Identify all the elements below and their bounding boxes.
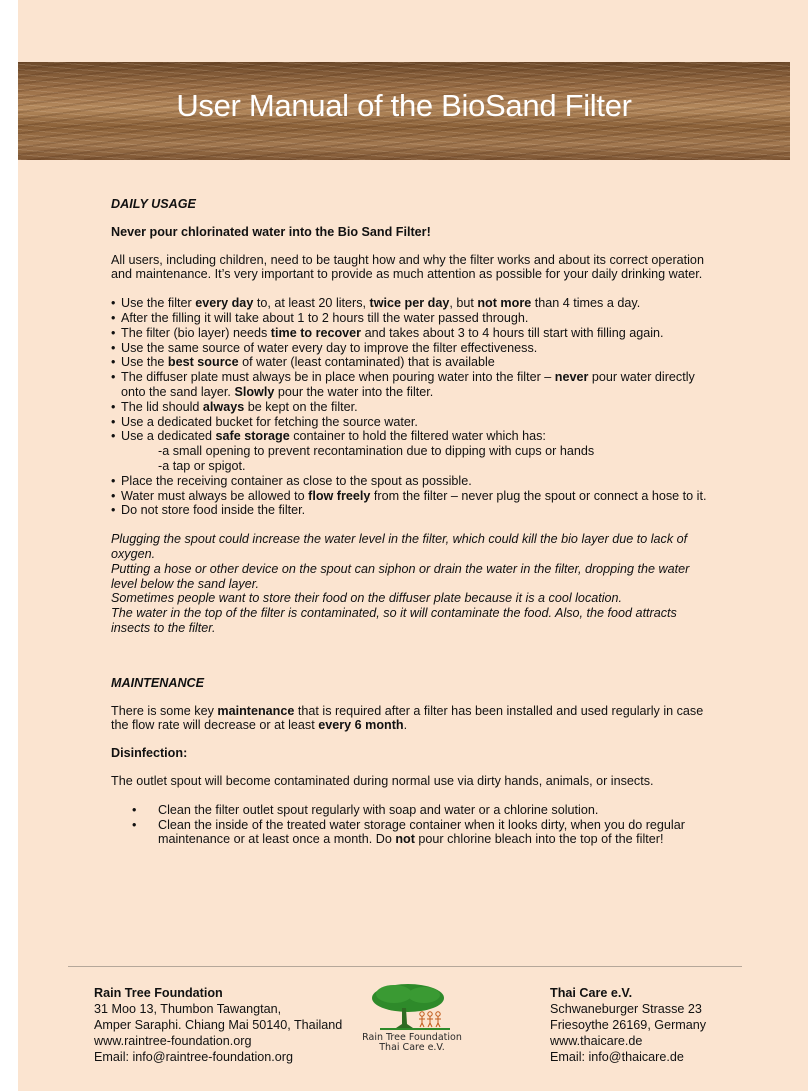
italic-notes [111,532,711,636]
list-item: • Do not store food inside the filter. [111,503,711,518]
thai-care-website: www.thaicare.de [550,1034,643,1048]
thai-care-city: Friesoythe 26169, Germany [550,1018,707,1032]
list-item: • After the filling it will take about 1 to 2 hours till the water passed through. [111,311,711,326]
page-title: User Manual of the BioSand Filter [176,88,632,123]
header-banner [18,62,790,160]
rain-tree-street: 31 Moo 13, Thumbon Tawangtan, [94,1002,282,1016]
logo-text-rain-tree: Rain Tree Foundation [362,1032,462,1043]
thai-care-address [550,985,706,1065]
rain-tree-name: Rain Tree Foundation [94,986,223,1000]
intro-paragraph: All users, including children, need to be taught how and why the filter works and about its correct operation and maintenance. It’s very important to provide as much attention as possible for your daily drinking water. [111,252,704,282]
note-hose: Putting a hose or other device on the spout can siphon or drain the water in the filter, dropping the water level below the sand layer. [111,561,690,591]
manual-content [111,197,711,847]
chlorine-warning: Never pour chlorinated water into the Bio Sand Filter! [111,224,431,239]
list-item: • Water must always be allowed to flow freely from the filter – never plug the spout or connect a hose to it. [111,489,711,504]
list-item: • The lid should always be kept on the filter. [111,400,711,415]
list-item: • Place the receiving container as close to the spout as possible. [111,474,711,489]
rain-tree-website: www.raintree-foundation.org [94,1034,252,1048]
list-item: • Use a dedicated bucket for fetching the source water. [111,415,711,430]
sub-list-item: -a small opening to prevent recontamination due to dipping with cups or hands [158,444,595,459]
daily-usage-heading: DAILY USAGE [111,197,196,211]
list-item: • The diffuser plate must always be in place when pouring water into the filter – never pour water directly onto the sand layer. Slowly pour the water into the filter. [111,370,711,400]
disinfection-list [111,803,711,847]
daily-usage-list [111,296,711,518]
foundation-logo [350,982,474,1050]
list-item: • Use the filter every day to, at least 20 liters, twice per day, but not more than 4 times a day. [111,296,711,311]
list-item: • Clean the inside of the treated water storage container when it looks dirty, when you do regular maintenance or at least once a month. Do not pour chlorine bleach into the top of the filter! [111,818,711,848]
note-spout: Plugging the spout could increase the water level in the filter, which could kill the bio layer due to lack of oxygen. [111,532,688,561]
list-item: • Use the best source of water (least contaminated) that is available [111,355,711,370]
sub-list-item: -a tap or spigot. [158,458,246,473]
thai-care-street: Schwaneburger Strasse 23 [550,1002,702,1016]
children-icon [419,1012,441,1027]
disinfection-heading: Disinfection: [111,746,188,761]
list-item: • The filter (bio layer) needs time to recover and takes about 3 to 4 hours till start with filling again. [111,326,711,341]
list-item: • Clean the filter outlet spout regularly with soap and water or a chlorine solution. [111,803,711,818]
thai-care-name: Thai Care e.V. [550,986,633,1000]
rain-tree-address [94,985,342,1065]
note-contamination: The water in the top of the filter is contaminated, so it will contaminate the food. Also, the food attracts insects to the filter. [111,606,677,635]
disinfection-paragraph: The outlet spout will become contaminated during normal use via dirty hands, animals, or insects. [111,773,654,788]
maintenance-heading: MAINTENANCE [111,675,205,690]
rain-tree-city: Amper Saraphi. Chiang Mai 50140, Thailand [94,1018,343,1032]
rain-tree-email: Email: info@raintree-foundation.org [94,1050,293,1064]
thai-care-email: Email: info@thaicare.de [550,1050,684,1064]
note-food-storage: Sometimes people want to store their food on the diffuser plate because it is a cool location. [111,591,623,606]
footer-divider [68,966,742,967]
list-item: • Use a dedicated safe storage container to hold the filtered water which has: [111,429,711,444]
list-item: • Use the same source of water every day to improve the filter effectiveness. [111,341,711,356]
maintenance-paragraph: There is some key maintenance that is required after a filter has been installed and used regularly in case the flow rate will decrease or at least every 6 month. [111,703,704,733]
logo-text-thai-care: Thai Care e.V. [379,1042,445,1050]
